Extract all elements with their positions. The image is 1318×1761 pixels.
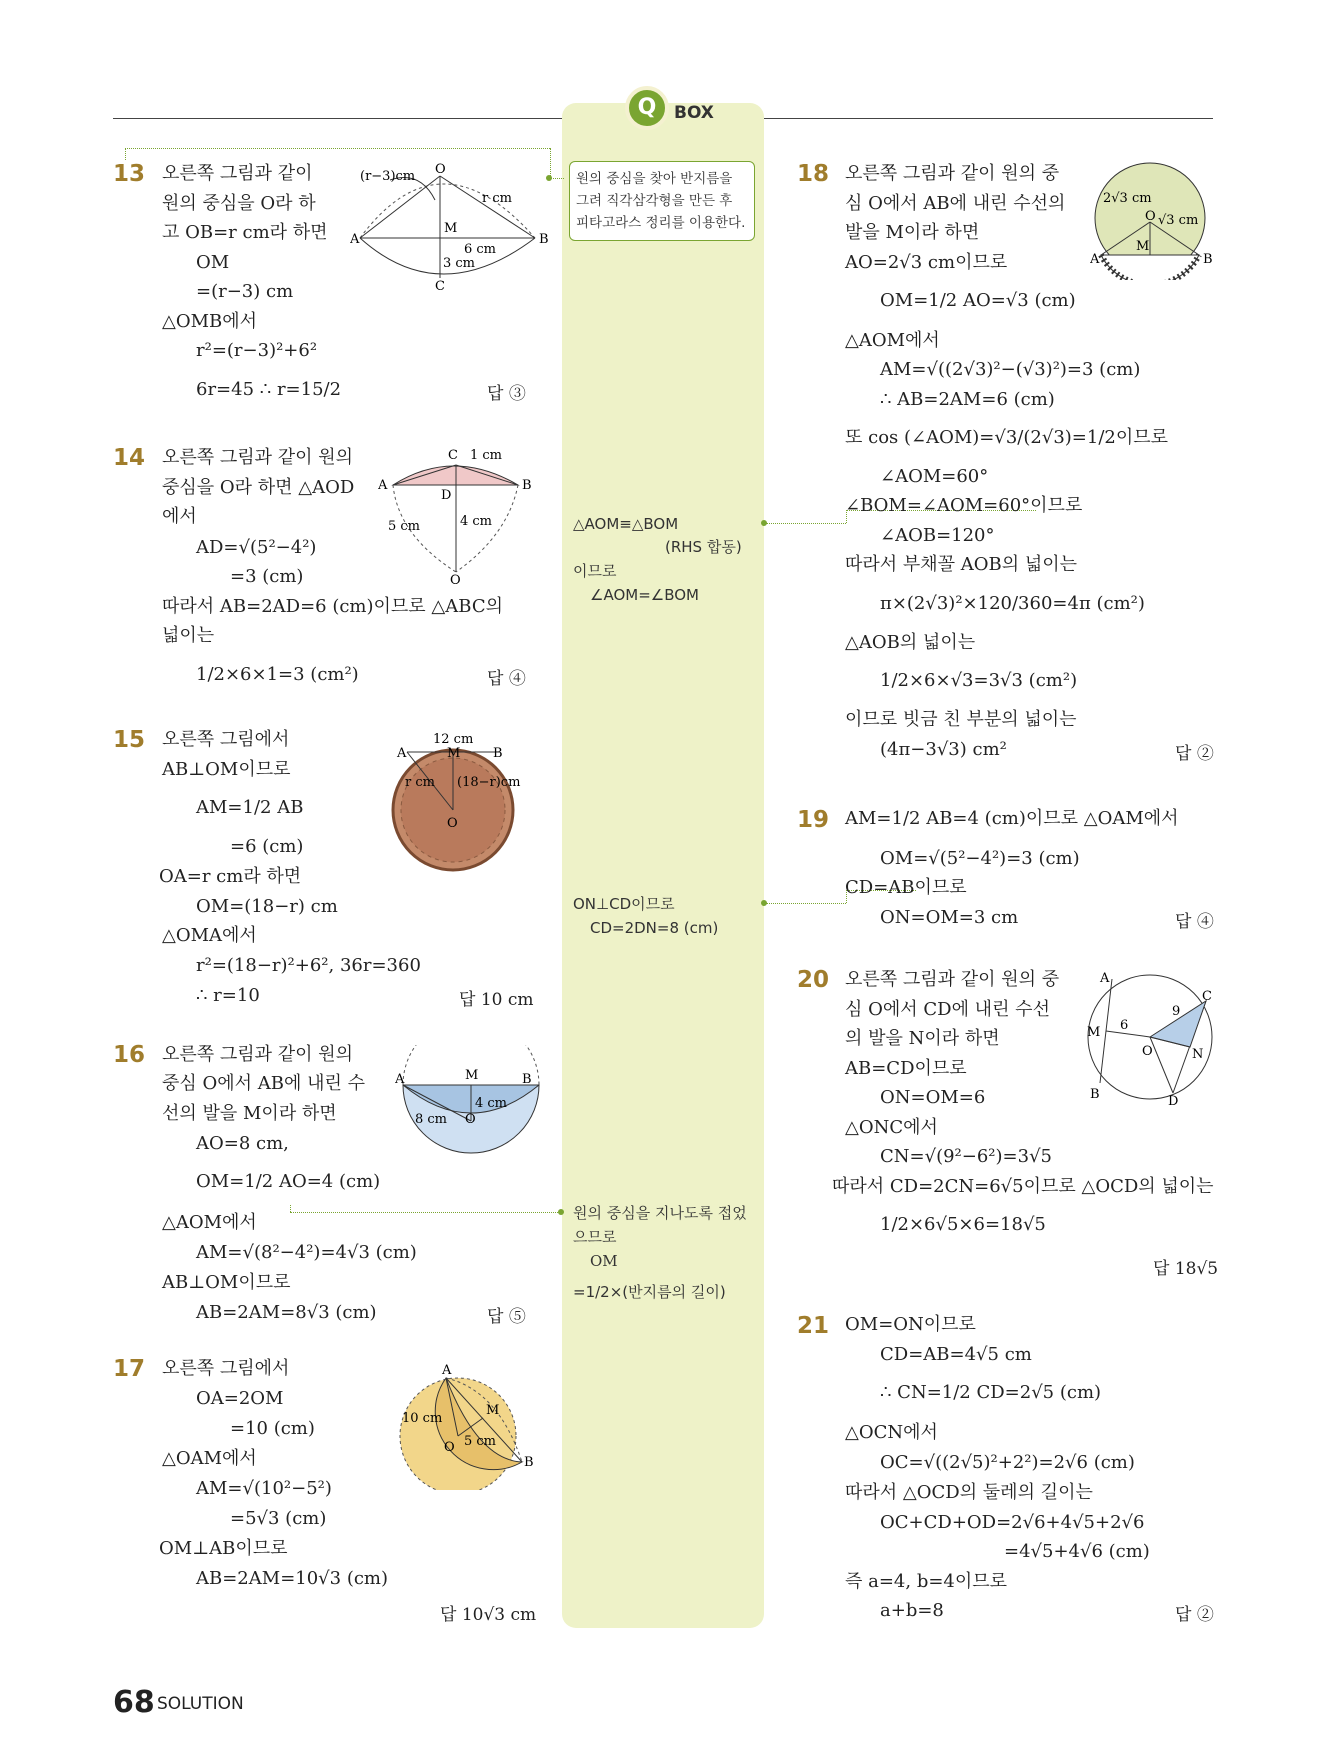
answer: 답 ⑤ <box>487 1307 526 1327</box>
connector-line <box>550 178 564 179</box>
figure-label: M <box>486 1403 500 1418</box>
figure-label: (r−3)cm <box>360 169 416 184</box>
text-line: OM=1/2 AO=4 (cm) <box>196 1171 381 1192</box>
text-line: 에서 <box>162 506 197 527</box>
figure-label: C <box>448 448 458 463</box>
answer: 답 10√3 cm <box>440 1605 537 1625</box>
text-line: =3 (cm) <box>230 566 304 587</box>
figure-label: O <box>450 573 461 585</box>
answer: 답 ④ <box>1175 912 1214 932</box>
figure-label: 9 <box>1172 1004 1181 1019</box>
text-line: ON=OM=3 cm <box>880 907 1019 928</box>
problem-number: 18 <box>797 161 830 187</box>
text-line: =4√5+4√6 (cm) <box>1004 1541 1150 1562</box>
connector-dot <box>546 175 552 181</box>
answer: 답 10 cm <box>459 990 534 1010</box>
figure-label: M <box>1087 1025 1101 1040</box>
problem-number: 20 <box>797 967 830 993</box>
figure-label: B <box>522 1072 532 1087</box>
text-line: △AOB의 넓이는 <box>845 632 976 653</box>
tip-line: 원의 중심을 지나도록 접었 <box>573 1204 747 1222</box>
text-line: AM=1/2 AB=4 (cm)이므로 △OAM에서 <box>845 808 1179 829</box>
text-line: 중심을 O라 하면 △AOD <box>162 477 355 498</box>
text-line: ∴ AB=2AM=6 (cm) <box>880 389 1055 410</box>
text-line: 따라서 AB=2AD=6 (cm)이므로 △ABC의 <box>162 596 503 617</box>
text-line: AB=2AM=10√3 (cm) <box>196 1568 389 1589</box>
answer: 답 ③ <box>487 384 526 404</box>
text-line: OM=(18−r) cm <box>196 896 338 917</box>
figure-label: D <box>1168 1094 1179 1105</box>
text-line: 따라서 부채꼴 AOB의 넓이는 <box>845 554 1078 575</box>
text-line: 심 O에서 CD에 내린 수선 <box>845 999 1050 1020</box>
text-line: π×(2√3)²×120/360=4π (cm²) <box>880 593 1145 614</box>
text-line: AM=√(8²−4²)=4√3 (cm) <box>196 1242 417 1263</box>
figure-label: A <box>395 1072 405 1087</box>
connector-line <box>766 903 846 904</box>
figure-label: 6 cm <box>464 242 497 257</box>
text-line: AD=√(5²−4²) <box>196 537 317 558</box>
text-line: CD=AB이므로 <box>845 877 967 898</box>
connector-line <box>290 1212 560 1213</box>
figure-label: (18−r)cm <box>457 775 521 790</box>
figure-20 <box>1080 965 1220 1105</box>
text-line: △AOM에서 <box>845 330 940 351</box>
text-line: 6r=45 ∴ r=15/2 <box>196 379 342 400</box>
text-line: 1/2×6√5×6=18√5 <box>880 1214 1046 1235</box>
problem-number: 13 <box>113 161 146 187</box>
figure-label: √3 cm <box>1158 213 1199 228</box>
figure-label: 8 cm <box>415 1112 448 1127</box>
text-line: 따라서 CD=2CN=6√5이므로 △OCD의 넓이는 <box>832 1176 1214 1197</box>
text-line: r²=(18−r)²+6², 36r=360 <box>196 955 421 976</box>
qbox-badge: Q <box>625 86 669 130</box>
figure-label: r cm <box>405 775 435 790</box>
problem-number: 17 <box>113 1356 146 1382</box>
text-line: 중심 O에서 AB에 내린 수 <box>162 1073 365 1094</box>
figure-label: C <box>1202 989 1212 1004</box>
text-line: OM=√(5²−4²)=3 (cm) <box>880 848 1080 869</box>
qbox-title: BOX <box>674 103 714 123</box>
text-line: 오른쪽 그림과 같이 원의 중 <box>845 969 1060 990</box>
qbox-column <box>562 103 764 1628</box>
figure-label: 5 cm <box>464 1434 497 1449</box>
figure-label: 6 <box>1120 1018 1129 1033</box>
text-line: AB⊥OM이므로 <box>162 1272 291 1293</box>
text-line: a+b=8 <box>880 1600 944 1621</box>
text-line: ∠BOM=∠AOM=60°이므로 <box>845 495 1083 516</box>
answer: 답 18√5 <box>1153 1259 1219 1279</box>
connector-line <box>766 523 846 524</box>
figure-label: M <box>1136 239 1150 254</box>
text-line: CD=AB=4√5 cm <box>880 1344 1032 1365</box>
text-line: AB=2AM=8√3 (cm) <box>196 1302 377 1323</box>
tip-line: ∠AOM=∠BOM <box>590 586 699 604</box>
text-line: 오른쪽 그림과 같이 <box>162 163 313 184</box>
text-line: 오른쪽 그림에서 <box>162 729 290 750</box>
text-line: 1/2×6×√3=3√3 (cm²) <box>880 670 1078 691</box>
text-line: ∴ CN=1/2 CD=2√5 (cm) <box>880 1382 1102 1403</box>
figure-14 <box>378 445 548 585</box>
figure-label: D <box>441 488 452 503</box>
text-line: 고 OB=r cm라 하면 <box>162 222 328 243</box>
figure-label: 5 cm <box>388 519 421 534</box>
figure-label: 1 cm <box>470 448 503 463</box>
text-line: 이므로 빗금 친 부분의 넓이는 <box>845 709 1077 730</box>
tip-line: 이므로 <box>573 562 617 580</box>
problem-number: 19 <box>797 807 830 833</box>
text-line: OA=r cm라 하면 <box>159 866 302 887</box>
figure-label: A <box>378 478 388 493</box>
figure-label: B <box>493 746 503 761</box>
text-line: 오른쪽 그림에서 <box>162 1358 290 1379</box>
figure-label: B <box>1090 1087 1100 1102</box>
figure-label: 4 cm <box>475 1096 508 1111</box>
tip-line: (RHS 합동) <box>665 538 742 556</box>
text-line: CN=√(9²−6²)=3√5 <box>880 1146 1052 1167</box>
figure-label: B <box>522 478 532 493</box>
tip-line: 피타고라스 정리를 이용한다. <box>576 215 746 231</box>
figure-label: O <box>435 162 446 177</box>
tip-line: CD=2DN=8 (cm) <box>590 919 719 937</box>
text-line: 따라서 △OCD의 둘레의 길이는 <box>845 1482 1093 1503</box>
text-line: 발을 M이라 하면 <box>845 222 980 243</box>
connector-line <box>125 148 126 160</box>
text-line: (4π−3√3) cm² <box>880 739 1007 760</box>
problem-number: 21 <box>797 1313 830 1339</box>
text-line: 원의 중심을 O라 하 <box>162 193 316 214</box>
tip-line: 으므로 <box>573 1228 617 1246</box>
text-line: ∠AOB=120° <box>880 525 995 546</box>
text-line: OM⊥AB이므로 <box>159 1538 288 1559</box>
figure-17 <box>398 1360 548 1490</box>
tip-line: △AOM≡△BOM <box>573 515 679 533</box>
text-line: ∴ r=10 <box>196 985 260 1006</box>
figure-label: 3 cm <box>443 256 476 271</box>
figure-label: r cm <box>482 191 512 206</box>
figure-label: 2√3 cm <box>1103 191 1152 206</box>
text-line: OM=1/2 AO=√3 (cm) <box>880 290 1076 311</box>
text-line: AM=√(10²−5²) <box>196 1478 332 1499</box>
tip-line: ON⊥CD이므로 <box>573 895 675 913</box>
figure-label: A <box>1090 252 1100 267</box>
connector-line <box>125 148 550 149</box>
text-line: =5√3 (cm) <box>230 1508 327 1529</box>
text-line: △OCN에서 <box>845 1422 938 1443</box>
text-line: OM=ON이므로 <box>845 1314 976 1335</box>
text-line: OM <box>196 252 230 273</box>
figure-label: B <box>524 1455 534 1470</box>
problem-number: 15 <box>113 727 146 753</box>
text-line: 오른쪽 그림과 같이 원의 <box>162 1044 354 1065</box>
figure-label: A <box>442 1363 452 1378</box>
figure-label: C <box>435 279 445 294</box>
text-line: AB=CD이므로 <box>845 1058 967 1079</box>
figure-label: A <box>1100 971 1110 986</box>
problem-number: 14 <box>113 445 146 471</box>
text-line: 의 발을 N이라 하면 <box>845 1028 1000 1049</box>
text-line: =10 (cm) <box>230 1418 315 1439</box>
connector-line <box>550 148 551 178</box>
figure-label: B <box>539 232 549 247</box>
text-line: 넓이는 <box>162 625 215 646</box>
text-line: =6 (cm) <box>230 836 304 857</box>
text-line: 오른쪽 그림과 같이 원의 <box>162 447 354 468</box>
figure-label: B <box>1203 252 1213 267</box>
problem-number: 16 <box>113 1042 146 1068</box>
tip-line: =1/2×(반지름의 길이) <box>573 1283 726 1301</box>
text-line: △OAM에서 <box>162 1448 257 1469</box>
figure-label: O <box>1145 209 1156 224</box>
figure-label: O <box>447 816 458 831</box>
figure-label: M <box>447 746 461 761</box>
figure-label: O <box>465 1112 476 1127</box>
figure-13 <box>350 160 550 300</box>
answer: 답 ② <box>1175 744 1214 764</box>
text-line: 심 O에서 AB에 내린 수선의 <box>845 193 1066 214</box>
figure-16 <box>395 1045 545 1175</box>
tip-line: OM <box>590 1252 618 1270</box>
text-line: 오른쪽 그림과 같이 원의 중 <box>845 163 1060 184</box>
figure-label: 12 cm <box>433 732 474 747</box>
figure-label: A <box>350 232 360 247</box>
text-line: ∠AOM=60° <box>880 466 989 487</box>
figure-18 <box>1090 160 1220 280</box>
text-line: △OMB에서 <box>162 311 258 332</box>
figure-label: N <box>1192 1047 1204 1062</box>
figure-label: 10 cm <box>402 1411 443 1426</box>
figure-label: O <box>444 1440 455 1455</box>
text-line: AM=√((2√3)²−(√3)²)=3 (cm) <box>880 359 1141 380</box>
tip-line: 원의 중심을 찾아 반지름을 <box>576 171 733 187</box>
text-line: AM=1/2 AB <box>196 797 304 818</box>
text-line: =(r−3) cm <box>196 281 294 302</box>
figure-label: A <box>397 746 407 761</box>
text-line: AO=8 cm, <box>196 1133 289 1154</box>
figure-label: M <box>444 221 458 236</box>
text-line: OC+CD+OD=2√6+4√5+2√6 <box>880 1512 1145 1533</box>
qbox-tip-13 <box>569 161 755 241</box>
page-label: SOLUTION <box>157 1694 244 1714</box>
text-line: △AOM에서 <box>162 1212 257 1233</box>
text-line: OC=√((2√5)²+2²)=2√6 (cm) <box>880 1452 1135 1473</box>
text-line: r²=(r−3)²+6² <box>196 340 318 361</box>
text-line: AO=2√3 cm이므로 <box>845 252 1008 273</box>
text-line: AB⊥OM이므로 <box>162 759 291 780</box>
answer: 답 ④ <box>487 669 526 689</box>
text-line: △OMA에서 <box>162 925 257 946</box>
connector-line <box>290 1205 291 1212</box>
text-line: 선의 발을 M이라 하면 <box>162 1103 337 1124</box>
page-number: 68 <box>113 1685 155 1720</box>
figure-label: M <box>465 1068 479 1083</box>
text-line: 즉 a=4, b=4이므로 <box>845 1571 1008 1592</box>
connector-dot <box>558 1209 564 1215</box>
tip-line: 그려 직각삼각형을 만든 후 <box>576 193 733 209</box>
text-line: △ONC에서 <box>845 1117 938 1138</box>
text-line: 또 cos (∠AOM)=√3/(2√3)=1/2이므로 <box>845 427 1169 448</box>
text-line: OA=2OM <box>196 1388 284 1409</box>
text-line: 1/2×6×1=3 (cm²) <box>196 664 359 685</box>
answer: 답 ② <box>1175 1605 1214 1625</box>
figure-label: 4 cm <box>460 514 493 529</box>
figure-label: O <box>1142 1044 1153 1059</box>
figure-15 <box>385 730 545 880</box>
text-line: ON=OM=6 <box>880 1087 986 1108</box>
